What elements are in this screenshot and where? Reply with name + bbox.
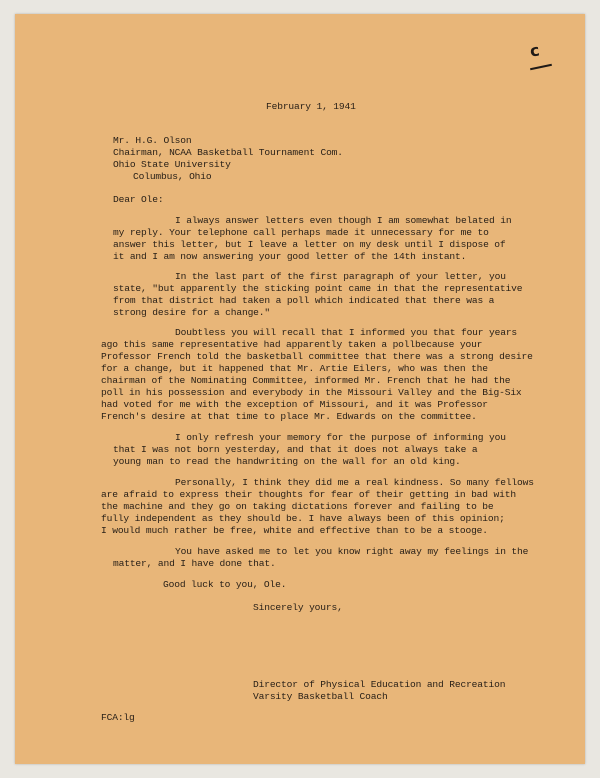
address-line: Ohio State University xyxy=(113,159,231,170)
body-line: French's desire at that time to place Mr. Edwards on the committee. xyxy=(101,411,477,422)
body-line: Personally, I think they did me a real kindness. So many fellows xyxy=(175,477,534,488)
complimentary-close: Sincerely yours, xyxy=(253,602,343,613)
body-line: it and I am now answering your good letter of the 14th instant. xyxy=(113,251,467,262)
body-line: had voted for me with the exception of Missouri, and it was Professor xyxy=(101,399,488,410)
address-line: Chairman, NCAA Basketball Tournament Com. xyxy=(113,147,343,158)
typist-initials: FCA:lg xyxy=(101,712,135,723)
body-line: matter, and I have done that. xyxy=(113,558,276,569)
body-line: my reply. Your telephone call perhaps made it unnecessary for me to xyxy=(113,227,489,238)
letter-page xyxy=(15,14,585,764)
letter-date: February 1, 1941 xyxy=(266,101,356,112)
body-line: ago this same representative had apparently taken a pollbecause your xyxy=(101,339,483,350)
body-line: from that district had taken a poll which indicated that there was a xyxy=(113,295,495,306)
body-line: I would much rather be free, white and effective than to be a stooge. xyxy=(101,525,488,536)
body-line: for a change, but it happened that Mr. Artie Eilers, who was then the xyxy=(101,363,488,374)
body-line: strong desire for a change." xyxy=(113,307,271,318)
body-line: answer this letter, but I leave a letter on my desk until I dispose of xyxy=(113,239,506,250)
signature-title: Director of Physical Education and Recreation xyxy=(253,679,506,690)
body-line: In the last part of the first paragraph of your letter, you xyxy=(175,271,506,282)
body-line: Professor French told the basketball committee that there was a strong desire xyxy=(101,351,533,362)
body-line: are afraid to express their thoughts for fear of their getting in bad with xyxy=(101,489,516,500)
body-line: You have asked me to let you know right away my feelings in the xyxy=(175,546,529,557)
body-line: state, "but apparently the sticking point came in that the representative xyxy=(113,283,523,294)
closing-wish: Good luck to you, Ole. xyxy=(163,579,287,590)
body-line: fully independent as they should be. I have always been of this opinion; xyxy=(101,513,505,524)
margin-mark: c xyxy=(528,40,541,61)
body-line: poll in his possession and everybody in the Missouri Valley and the Big-Six xyxy=(101,387,522,398)
signature-title: Varsity Basketball Coach xyxy=(253,691,388,702)
body-line: young man to read the handwriting on the wall for an old king. xyxy=(113,456,461,467)
body-line: I always answer letters even though I am somewhat belated in xyxy=(175,215,512,226)
margin-mark-stroke xyxy=(530,64,552,71)
body-line: Doubtless you will recall that I informed you that four years xyxy=(175,327,518,338)
address-line: Mr. H.G. Olson xyxy=(113,135,192,146)
address-line: Columbus, Ohio xyxy=(133,171,212,182)
body-line: that I was not born yesterday, and that it does not always take a xyxy=(113,444,478,455)
salutation: Dear Ole: xyxy=(113,194,164,205)
body-line: the machine and they go on taking dictations forever and failing to be xyxy=(101,501,494,512)
body-line: chairman of the Nominating Committee, informed Mr. French that he had the xyxy=(101,375,511,386)
body-line: I only refresh your memory for the purpose of informing you xyxy=(175,432,506,443)
